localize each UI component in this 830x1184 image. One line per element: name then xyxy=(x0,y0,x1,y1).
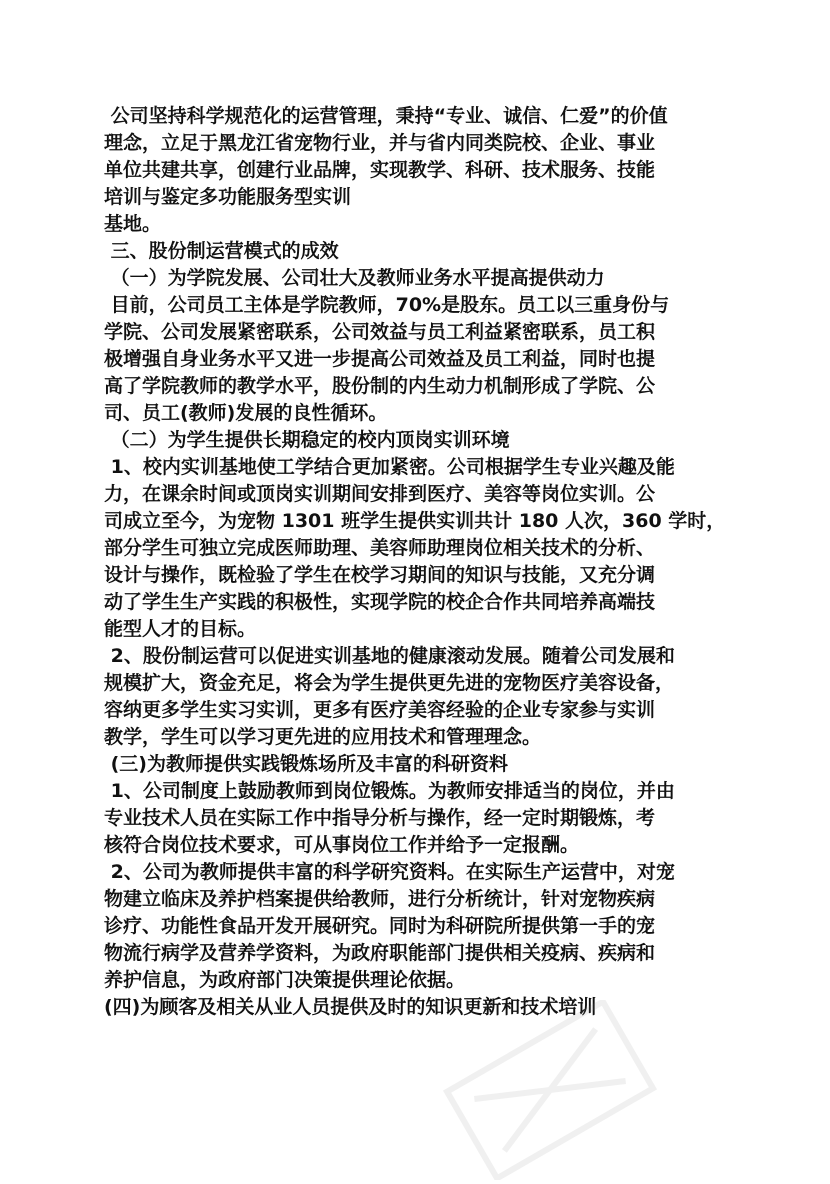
text-line: 2、公司为教师提供丰富的科学研究资料。在实际生产运营中，对宠 xyxy=(104,861,675,883)
watermark xyxy=(420,1000,680,1180)
subsection-heading: (四)为顾客及相关从业人员提供及时的知识更新和技术培训 xyxy=(104,996,597,1018)
text-line: 设计与操作，既检验了学生在校学习期间的知识与技能，又充分调 xyxy=(104,564,656,586)
text-line: 教学，学生可以学习更先进的应用技术和管理理念。 xyxy=(104,726,542,748)
text-line: 核符合岗位技术要求，可从事岗位工作并给予一定报酬。 xyxy=(104,834,580,856)
text-line: 诊疗、功能性食品开发开展研究。同时为科研院所提供第一手的宠 xyxy=(104,915,656,937)
text-line: 物建立临床及养护档案提供给教师，进行分析统计，针对宠物疾病 xyxy=(104,888,656,910)
text-line: 公司坚持科学规范化的运营管理，秉持“专业、诚信、仁爱”的价值 xyxy=(104,105,668,127)
text-line: 1、公司制度上鼓励教师到岗位锻炼。为教师安排适当的岗位，并由 xyxy=(104,780,675,802)
text-line: 目前，公司员工主体是学院教师，70%是股东。员工以三重身份与 xyxy=(104,294,670,316)
text-line: 司成立至今，为宠物 1301 班学生提供实训共计 180 人次，360 学时， xyxy=(104,510,726,532)
text-line: 基地。 xyxy=(104,213,162,235)
text-line: 容纳更多学生实习实训，更多有医疗美容经验的企业专家参与实训 xyxy=(104,699,656,721)
text-line: 1、校内实训基地使工学结合更加紧密。公司根据学生专业兴趣及能 xyxy=(104,456,675,478)
text-line: 物流行病学及营养学资料，为政府职能部门提供相关疫病、疾病和 xyxy=(104,942,656,964)
text-line: 能型人才的目标。 xyxy=(104,618,257,640)
text-line: 高了学院教师的教学水平，股份制的内生动力机制形成了学院、公 xyxy=(104,375,656,397)
text-line: 理念，立足于黑龙江省宠物行业，并与省内同类院校、企业、事业 xyxy=(104,132,656,154)
subsection-heading: (三)为教师提供实践锻炼场所及丰富的科研资料 xyxy=(104,753,508,775)
text-line: 培训与鉴定多功能服务型实训 xyxy=(104,186,352,208)
text-line: 极增强自身业务水平又进一步提高公司效益及员工利益，同时也提 xyxy=(104,348,656,370)
text-line: 动了学生生产实践的积极性，实现学院的校企合作共同培养高端技 xyxy=(104,591,656,613)
text-line: 规模扩大，资金充足，将会为学生提供更先进的宠物医疗美容设备， xyxy=(104,672,675,694)
text-line: 2、股份制运营可以促进实训基地的健康滚动发展。随着公司发展和 xyxy=(104,645,675,667)
subsection-heading: （二）为学生提供长期稳定的校内顶岗实训环境 xyxy=(104,429,510,451)
text-line: 力，在课余时间或顶岗实训期间安排到医疗、美容等岗位实训。公 xyxy=(104,483,656,505)
text-line: 司、员工(教师)发展的良性循环。 xyxy=(104,402,388,424)
subsection-heading: （一）为学院发展、公司壮大及教师业务水平提高提供动力 xyxy=(104,267,605,289)
text-line: 养护信息，为政府部门决策提供理论依据。 xyxy=(104,969,466,991)
section-heading: 三、股份制运营模式的成效 xyxy=(104,240,339,262)
text-line: 部分学生可独立完成医师助理、美容师助理岗位相关技术的分析、 xyxy=(104,537,656,559)
text-line: 学院、公司发展紧密联系，公司效益与员工利益紧密联系，员工积 xyxy=(104,321,656,343)
text-line: 单位共建共享，创建行业品牌，实现教学、科研、技术服务、技能 xyxy=(104,159,656,181)
text-line: 专业技术人员在实际工作中指导分析与操作，经一定时期锻炼，考 xyxy=(104,807,656,829)
